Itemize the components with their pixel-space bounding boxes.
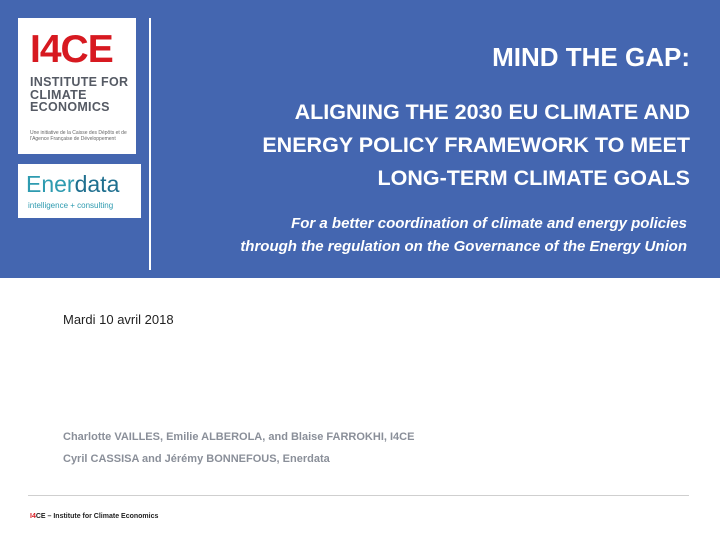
enerdata-tagline: intelligence + consulting [28,201,114,210]
footer-text: – Institute for Climate Economics [45,513,159,520]
authors-line: Cyril CASSISA and Jérémy BONNEFOUS, Enerdata [63,453,330,465]
enerdata-wordmark [26,173,119,196]
subtitle-line: through the regulation on the Governance of the Energy Union [240,238,687,255]
i4ce-line: ECONOMICS [30,100,110,114]
footer-rule [28,495,689,496]
i4ce-wordmark: I4CE [30,28,113,71]
title-main-line: ENERGY POLICY FRAMEWORK TO MEET [262,133,690,157]
footer-brand-rest: CE [35,513,46,520]
authors-line: Charlotte VAILLES, Emilie ALBEROLA, and Blaise FARROKHI, I4CE [63,431,415,443]
i4ce-subtitle [30,76,128,114]
i4ce-line: INSTITUTE FOR [30,75,129,89]
banner-divider [149,18,151,270]
subtitle-line: For a better coordination of climate and energy policies [291,215,687,232]
authors [63,426,414,470]
enerdata-logo [18,164,141,218]
footer [30,513,158,520]
i4ce-small-print: Une initiative de la Caisse des Dépôts et de l'Agence Française de Développement [30,130,127,142]
subtitle [240,212,687,258]
enerdata-word-part2: data [74,171,120,197]
i4ce-logo [18,18,136,154]
i4ce-line: CLIMATE [30,87,87,102]
title-main-line: ALIGNING THE 2030 EU CLIMATE AND [294,100,690,124]
footer-brand-red: I4 [30,513,36,520]
presentation-date: Mardi 10 avril 2018 [63,312,174,327]
title-line-1: MIND THE GAP: [492,42,690,72]
title-main [262,96,690,195]
enerdata-word-part1: Ener [26,171,75,197]
title-main-line: LONG-TERM CLIMATE GOALS [377,166,690,190]
